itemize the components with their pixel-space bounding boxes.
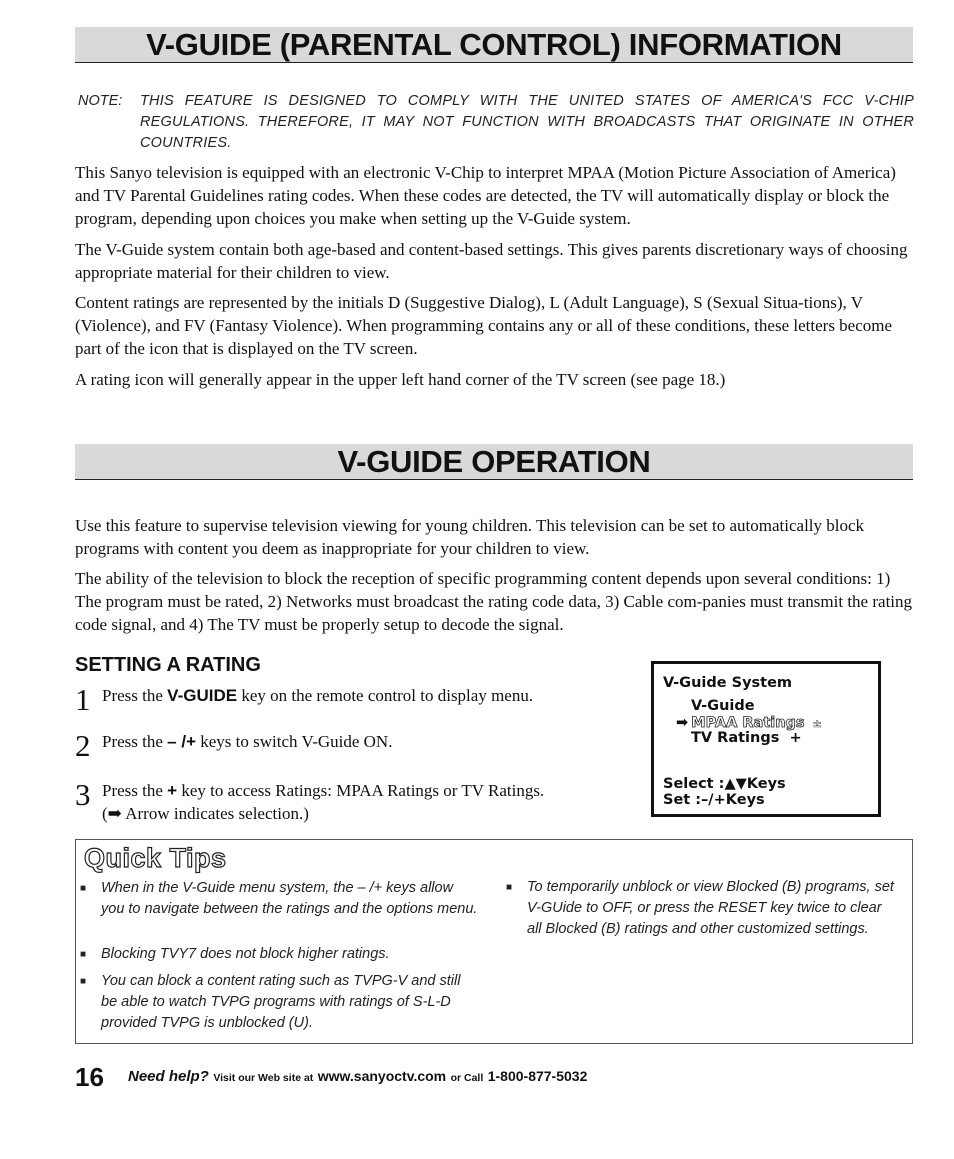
paragraph-vchip-intro: This Sanyo television is equipped with an electronic V-Chip to interpret MPAA (Motion Picture Association of America) and TV Parental Guidelines rating codes. When these codes are detected, the TV will automatically display or block the program, depending upon choices you make when setting up the V-Guide system. xyxy=(75,163,896,228)
step-text: key to access Ratings: MPAA Ratings or TV Ratings. xyxy=(177,781,545,800)
step-3 xyxy=(75,779,615,825)
osd-set-hint: Set :–/+Keys xyxy=(663,792,765,808)
step-text: Press the xyxy=(102,686,168,705)
step-text: key on the remote control to display menu. xyxy=(237,686,534,705)
paragraph-vguide-settings: The V-Guide system contain both age-based and content-based settings. This gives parents discretionary ways of choosing appropriate material for their children to view. xyxy=(75,240,908,282)
step-number: 3 xyxy=(75,777,91,812)
tip-item xyxy=(506,877,896,940)
need-help-label: Need help? xyxy=(128,1068,209,1085)
quick-tips-title: Quick Tips xyxy=(84,843,227,873)
page-number: 16 xyxy=(75,1062,104,1092)
tip-text: You can block a content rating such as TVPG-V and still be able to watch TVPG programs with ratings of S-L-D provided TVPG is unblocked (U). xyxy=(101,973,461,1031)
tip-text: To temporarily unblock or view Blocked (B) programs, set V-GUide to OFF, or press the RESET key twice to clear all Blocked (B) ratings and other customized settings. xyxy=(527,879,894,937)
step-number: 1 xyxy=(75,682,91,717)
website-link[interactable]: www.sanyoctv.com xyxy=(317,1068,447,1084)
osd-item-tv-ratings xyxy=(691,730,802,746)
quick-tips-box xyxy=(75,839,913,1044)
bullet-icon: ■ xyxy=(506,882,513,893)
tip-item xyxy=(80,944,480,965)
subsection-title-setting-rating: SETTING A RATING xyxy=(75,654,261,676)
note-text: THIS FEATURE IS DESIGNED TO COMPLY WITH THE UNITED STATES OF AMERICA'S FCC V-CHIP REGULATIONS. THEREFORE, IT MAY NOT FUNCTION WITH BROADCASTS THAT ORIGINATE IN OTHER COUNTRIES. xyxy=(140,93,914,151)
step-text: keys to switch V-Guide ON. xyxy=(196,732,393,751)
tip-text: When in the V-Guide menu system, the – /+ keys allow you to navigate between the ratings and the options menu. xyxy=(101,880,478,917)
help-line xyxy=(128,1068,587,1086)
phone-number: 1-800-877-5032 xyxy=(487,1068,588,1084)
note-label: NOTE: xyxy=(78,93,123,109)
section-title-vguide-operation: V-GUIDE OPERATION xyxy=(75,444,913,480)
bullet-icon: ■ xyxy=(80,883,87,894)
osd-mpaa-label: MPAA Ratings xyxy=(691,715,805,731)
step-text: Arrow indicates selection.) xyxy=(121,804,309,823)
tip-item xyxy=(80,878,480,920)
vguide-menu-screen xyxy=(651,661,881,817)
bullet-icon: ■ xyxy=(80,976,87,987)
plus-minus-icon: ± xyxy=(812,717,822,730)
paragraph-supervise: Use this feature to supervise television viewing for young children. This television can be set to automatically block programs with content you deem as inappropriate for your children to view. xyxy=(75,516,865,558)
key-label: V-GUIDE xyxy=(167,686,238,705)
step-number: 2 xyxy=(75,728,91,763)
step-text: Press the xyxy=(102,781,168,800)
paragraph-rating-icon: A rating icon will generally appear in the upper left hand corner of the TV screen (see page 18.) xyxy=(75,370,726,389)
arrow-icon: ➡ xyxy=(676,715,689,731)
key-label: + xyxy=(167,781,178,800)
tip-text: Blocking TVY7 does not block higher ratings. xyxy=(101,946,390,962)
osd-tv-label: TV Ratings xyxy=(691,730,780,746)
step-text: ( xyxy=(102,804,108,823)
key-label: – /+ xyxy=(167,732,197,751)
tip-item xyxy=(80,971,480,1034)
page-footer xyxy=(75,1062,775,1092)
arrow-icon: ➡ xyxy=(107,804,122,823)
plus-icon: + xyxy=(789,730,802,746)
step-text: Press the xyxy=(102,732,168,751)
osd-item-vguide: V-Guide xyxy=(691,698,755,714)
osd-select-hint: Select :▲▼Keys xyxy=(663,776,786,792)
note-block xyxy=(78,91,914,154)
paragraph-block-conditions: The ability of the television to block the reception of specific programming content depends upon several conditions: 1) The program must be rated, 2) Networks must broadcast the rating code data, 3) Cable com-panies must transmit the rating code signal, and 4) The TV must be properly setup to decode the signal. xyxy=(75,569,913,634)
or-call-label: or Call xyxy=(450,1072,484,1084)
step-2 xyxy=(75,728,615,763)
osd-title: V-Guide System xyxy=(663,675,793,691)
visit-label: Visit our Web site at xyxy=(213,1072,314,1084)
section-title-vguide-info: V-GUIDE (PARENTAL CONTROL) INFORMATION xyxy=(75,27,913,63)
step-1 xyxy=(75,682,615,717)
bullet-icon: ■ xyxy=(80,949,87,960)
paragraph-content-ratings: Content ratings are represented by the initials D (Suggestive Dialog), L (Adult Language), S (Sexual Situa-tions), V (Violence), and FV (Fantasy Violence). When programming contains any or all of these conditions, these letters become part of the icon that is displayed on the TV screen. xyxy=(75,293,893,358)
osd-item-mpaa-ratings xyxy=(676,715,822,731)
